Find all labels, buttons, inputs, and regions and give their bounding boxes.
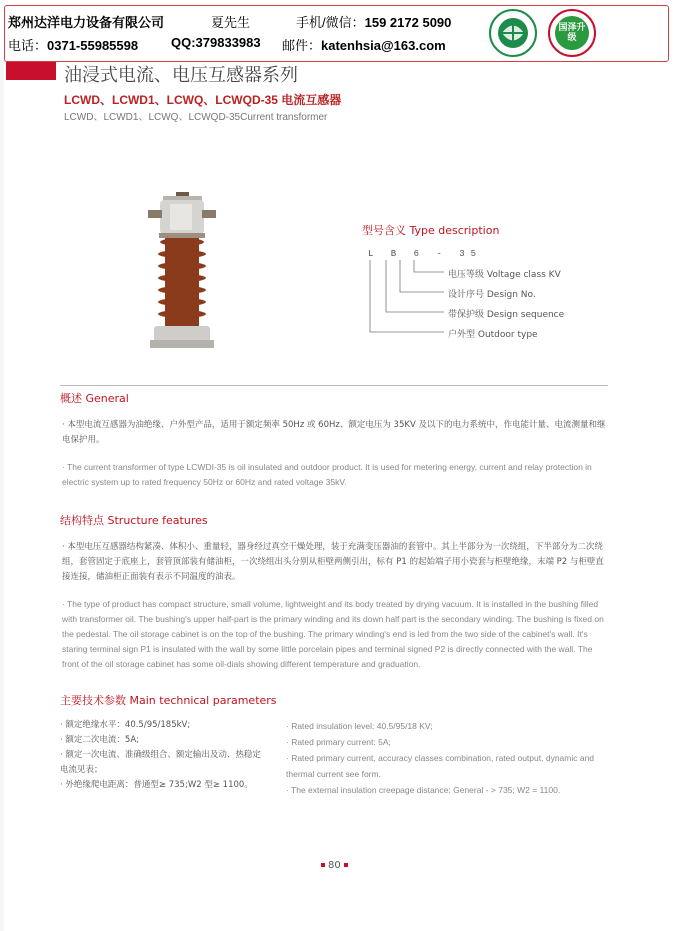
- page-number: [318, 860, 351, 871]
- param-item-en: · The external insulation creepage distance: General - > 735; W2 = 1100.: [286, 785, 561, 795]
- param-item-en: · Rated primary current, accuracy classes combination, rated output, dynamic and thermal current see form.: [286, 753, 595, 779]
- parameters-heading: 主要技术参数 Main technical parameters: [60, 694, 277, 707]
- type-item: 户外型 Outdoor type: [448, 330, 538, 340]
- page-edge-shadow: [0, 60, 4, 931]
- mail-line: [282, 35, 446, 54]
- type-code-leader-lines: [366, 258, 446, 338]
- page-number-mark: [321, 863, 325, 867]
- param-item-en: · Rated primary current: 5A;: [286, 737, 391, 747]
- company-name: [8, 12, 164, 31]
- series-title: 油浸式电流、电压互感器系列: [64, 65, 298, 86]
- type-item: 带保护级 Design sequence: [448, 310, 565, 320]
- page-number-text: 80: [328, 860, 341, 871]
- parameters-cn-list: [60, 718, 265, 793]
- structure-text-en: · The type of product has compact structure, small volume, lightweight and its body treated by drying vacuum. It is installed in the bushing filled with transformer oil. The bushing's upper half-part is the primary winding and its down half part is the secondary winding. The bushing is fixed on the pedestal. The oil storage cabinet is on the top of the bushing. The primary winding's end is led from the two side of the cabinet's wall. It's staring terminal sign P1 is insulated with the wall by some little porcelain pipes and terminal signed P2 is directly connected with the wall. The front of the oil storage cabinet has some oil-dials showing different temperature and graduation.: [62, 599, 604, 669]
- guoze-logo: [547, 8, 597, 58]
- mobile-line: [296, 12, 451, 31]
- title-accent-bar: [6, 62, 56, 80]
- tel-number[interactable]: 0371-55985598: [47, 38, 139, 53]
- mail-address[interactable]: katenhsia@163.com: [321, 38, 446, 53]
- general-text-en: · The current transformer of type LCWDI-35 is oil insulated and outdoor product. It is used for metering energy, current and relay protection in electric system up to rated frequency 50Hz or 60Hz and rated voltage 35kV.: [62, 462, 592, 487]
- section-divider: [60, 385, 608, 386]
- page-number-mark: [344, 863, 348, 867]
- param-item-cn: · 额定二次电流：5A;: [60, 735, 139, 745]
- contact-person: 夏先生: [211, 15, 251, 30]
- qq-number[interactable]: QQ:379833983: [171, 35, 261, 50]
- model-title-cn: LCWD、LCWD1、LCWQ、LCWQD-35 电流互感器: [64, 93, 342, 107]
- type-item: 设计序号 Design No.: [448, 290, 536, 300]
- param-item-en: · Rated insulation level: 40.5/95/18 KV;: [286, 721, 433, 731]
- tel-line: [8, 35, 138, 54]
- parameters-en-list: [286, 718, 608, 798]
- model-title-en: LCWD、LCWD1、LCWQ、LCWQD-35Current transformer: [64, 112, 328, 123]
- tel-label: 电话：: [8, 38, 48, 53]
- type-item: 电压等级 Voltage class KV: [448, 270, 561, 280]
- param-item-cn: · 额定一次电流、准确级组合、额定输出及动、热稳定电流见表；: [60, 750, 261, 775]
- general-heading: 概述 General: [60, 392, 129, 405]
- structure-heading: 结构特点 Structure features: [60, 514, 208, 527]
- mobile-label: 手机/微信：: [296, 15, 365, 30]
- mobile-number[interactable]: 159 2172 5090: [364, 15, 452, 30]
- company-name-text: 郑州达洋电力设备有限公司: [8, 15, 165, 30]
- type-description-title: 型号含义 Type description: [362, 224, 500, 237]
- structure-text-cn: · 本型电压互感器结构紧凑、体积小、重量轻，器身经过真空干燥处理，装于充满变压器油的套管中。其上半部分为一次绕组，下半部分为二次绕组，套管固定于底座上，套管顶部装有储油柜，一次绕组出头分别从柜壁两侧引出，标有 P1 的起始端子用小瓷套与柜壁绝缘，末端 P2 与柜壁直接连接，储油柜正面装有表示不同温度的油表。: [62, 542, 604, 582]
- param-item-cn: · 外绝缘爬电距离：普通型≥ 735;W2 型≥ 1100。: [60, 780, 253, 790]
- param-item-cn: · 额定绝缘水平：40.5/95/185kV;: [60, 720, 191, 730]
- mail-label: 邮件：: [282, 38, 322, 53]
- guoze-logo-text: 国泽升级: [558, 23, 586, 43]
- grid-company-logo: [488, 8, 538, 58]
- type-code: L B 6 - 35: [368, 249, 483, 259]
- product-image: [140, 190, 225, 350]
- general-text-cn: · 本型电流互感器为油绝缘、户外型产品，适用于额定频率 50Hz 或 60Hz、额定电压为 35KV 及以下的电力系统中，作电能计量、电流测量和继电保护用。: [62, 420, 606, 445]
